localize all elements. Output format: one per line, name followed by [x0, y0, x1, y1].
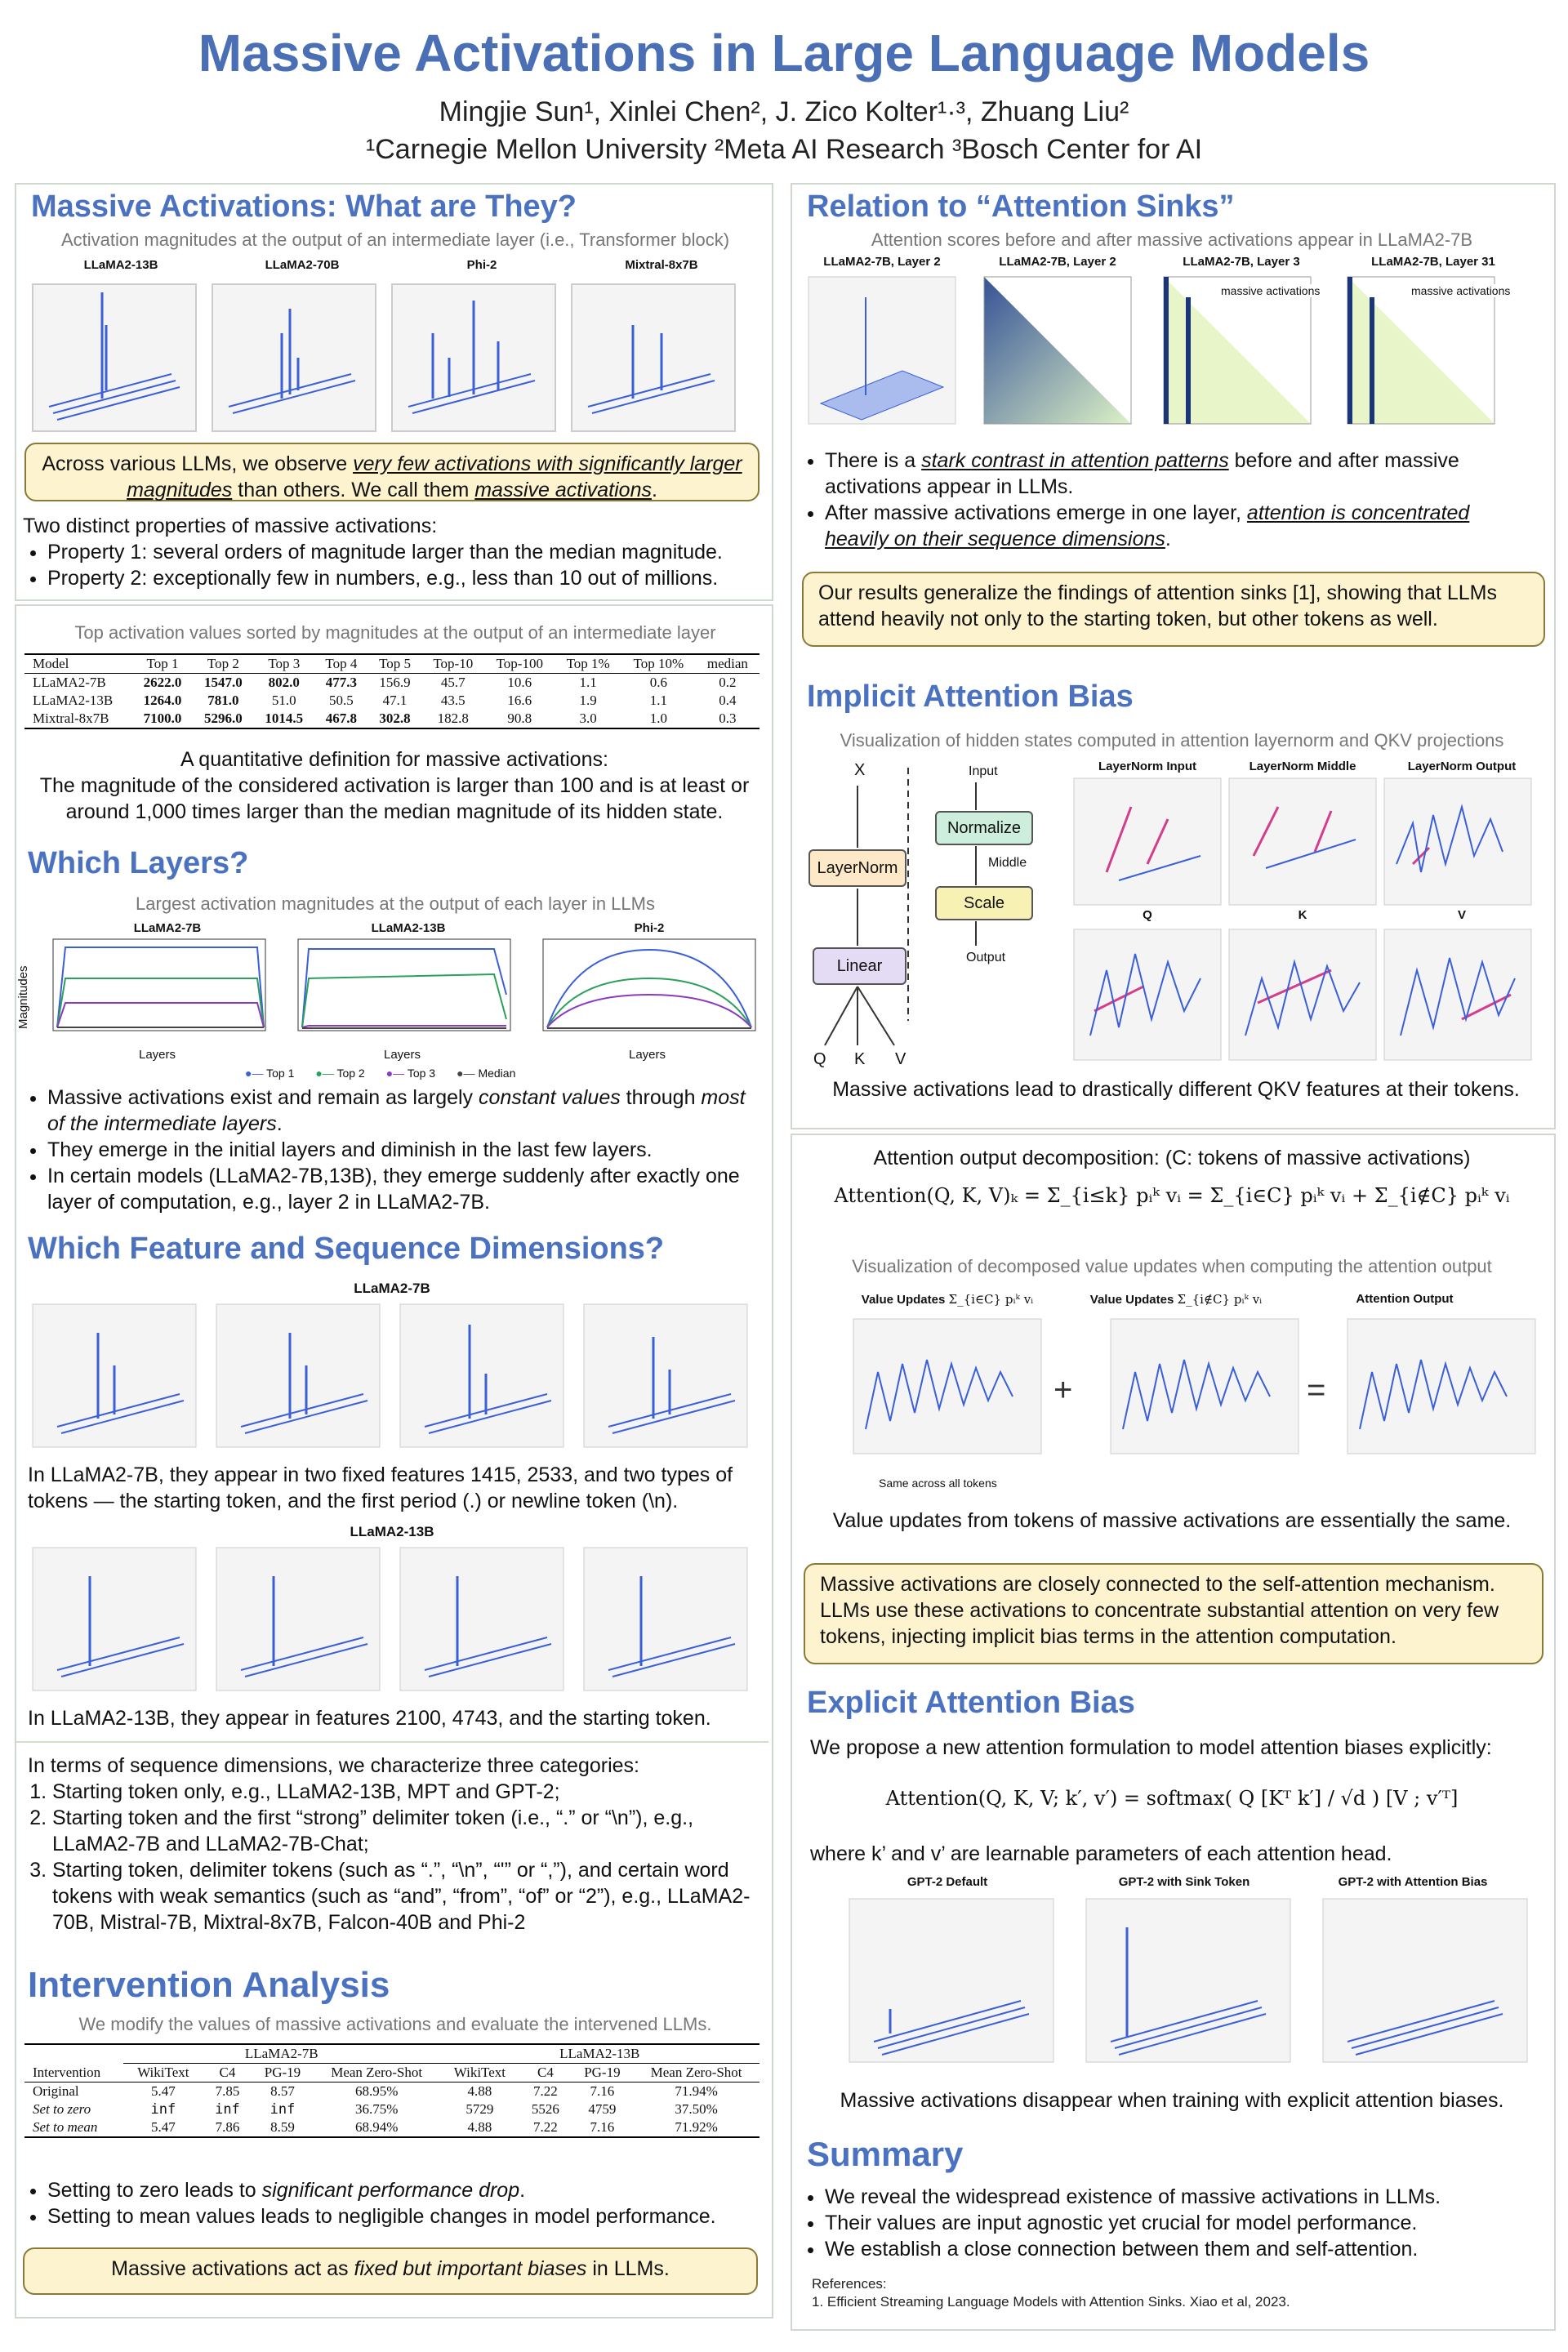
table-cell: 4.88	[467, 2083, 492, 2099]
decomp-conclusion: Value updates from tokens of massive activations are essentially the same.	[832, 1509, 1512, 1532]
layers-plot-13b	[298, 939, 510, 1031]
col-header: Top 3	[268, 656, 301, 671]
table-cell: 51.0	[271, 693, 296, 708]
what-plot-svg	[24, 276, 760, 439]
table-cell: 43.5	[440, 693, 466, 708]
sinks-label-1: LLaMA2-7B, Layer 2	[823, 255, 941, 269]
def-title: A quantitative definition for massive activations:	[180, 748, 608, 771]
table-row	[24, 674, 760, 693]
plot-phi-2	[392, 284, 555, 431]
diagram-arrows	[800, 760, 1045, 1062]
table-cell: 802.0	[268, 675, 300, 690]
explicit-plot-svg	[841, 1895, 1560, 2074]
explicit-label-1: GPT-2 Default	[906, 1875, 988, 1889]
decomp-equals: =	[1307, 1372, 1326, 1408]
layers-xlabel-2: Layers	[384, 1048, 421, 1062]
decomp-plus: +	[1054, 1372, 1073, 1408]
table-cell: 16.6	[507, 693, 532, 708]
implicit-label-v: V	[1457, 908, 1466, 922]
legend-median: ●— Median	[457, 1067, 516, 1080]
table-cell: LLaMA2-7B	[33, 675, 106, 690]
references	[812, 2275, 1290, 2311]
table-cell: 5296.0	[204, 710, 243, 726]
table-cell: 4.88	[467, 2119, 492, 2135]
group-header-13b: LLaMA2-13B	[440, 2044, 760, 2064]
table-cell: Set to mean	[33, 2119, 98, 2135]
table-cell: 477.3	[325, 675, 357, 690]
table-cell: 90.8	[507, 710, 532, 726]
sinks-heatmap-2	[984, 277, 1131, 424]
table-cell: 5729	[466, 2101, 494, 2117]
layers-plot-label-phi2: Phi-2	[634, 921, 665, 935]
sequence-categories	[28, 1753, 755, 1936]
layers-xlabel-3: Layers	[629, 1048, 666, 1062]
table-cell: 36.75%	[354, 2101, 399, 2117]
property-1: • Property 1: several orders of magnitude larger than the median magnitude.	[47, 539, 766, 565]
what-caption: Activation magnitudes at the output of an intermediate layer (i.e., Transformer block)	[60, 229, 730, 250]
seq-item-3: 3. Starting token, delimiter tokens (such as “.”, “\n”, “'” or “,”), and certain word tokens with weak semantics (such as “and”, “from”, “of” or “2”), e.g., LLaMA2-70B, Mistral-7B, Mixtral-8x7B, Falcon-40B and Phi-2	[52, 1857, 755, 1936]
intervention-table	[24, 2043, 760, 2138]
layers-plot-phi2	[543, 939, 755, 1031]
plot-llama2-70b	[212, 284, 376, 431]
group-header-7b: LLaMA2-7B	[123, 2044, 440, 2064]
table-cell: 467.8	[325, 710, 357, 726]
layers-bullet-1: • Massive activations exist and remain as largely constant values through most of the intermediate layers.	[47, 1085, 766, 1137]
table-cell: Set to zero	[33, 2101, 91, 2117]
diagram-k: K	[854, 1050, 866, 1068]
diagram-normalize: Normalize	[935, 811, 1033, 845]
table-cell: 4759	[588, 2101, 617, 2117]
sinks-highlight: Our results generalize the findings of attention sinks [1], showing that LLMs attend heavily not only to the starting token, but other tokens as well.	[802, 572, 1545, 647]
col-header: Top-100	[496, 656, 543, 671]
property-2: • Property 2: exceptionally few in numbers, e.g., less than 10 out of millions.	[47, 565, 766, 591]
diagram-layernorm: LayerNorm	[808, 849, 906, 887]
table-cell: 47.1	[382, 693, 408, 708]
legend-top2: ●— Top 2	[315, 1067, 365, 1080]
table-cell: 7.22	[533, 2119, 558, 2135]
intervention-bullet-2: • Setting to mean values leads to negligible changes in model performance.	[47, 2203, 766, 2230]
section-title-sinks: Relation to “Attention Sinks”	[807, 189, 1235, 224]
table-cell: Original	[33, 2083, 79, 2099]
sinks-label-4: LLaMA2-7B, Layer 31	[1371, 255, 1495, 269]
table-cell: 1014.5	[265, 710, 304, 726]
explicit-formula: Attention(Q, K, V; k′, v′) = softmax( Q [Kᵀ k′] / √d ) [V ; v′ᵀ]	[885, 1787, 1459, 1810]
what-hl-pre: Across various LLMs, we observe	[42, 452, 354, 475]
layers-bullets	[23, 1085, 766, 1215]
decomp-title: Attention output decomposition: (C: tokens of massive activations)	[873, 1147, 1471, 1169]
implicit-conclusion: Massive activations lead to drastically different QKV features at their tokens.	[832, 1078, 1520, 1101]
table-cell: 71.94%	[675, 2083, 718, 2099]
layers-caption: Largest activation magnitudes at the output of each layer in LLMs	[136, 893, 655, 914]
plot-label-llama2-13b: LLaMA2-13B	[83, 258, 158, 272]
summary-item-1: • We reveal the widespread existence of massive activations in LLMs.	[825, 2184, 1535, 2210]
table-cell: 7.85	[215, 2083, 240, 2099]
implicit-plot-svg	[1070, 774, 1544, 1068]
plot-label-phi-2: Phi-2	[466, 258, 497, 272]
table-cell: 71.92%	[675, 2119, 718, 2135]
quant-definition	[23, 746, 766, 825]
sinks-bullet-2: • After massive activations emerge in one layer, attention is concentrated heavily on their sequence dimensions.	[825, 500, 1535, 552]
poster-affiliations: ¹Carnegie Mellon University ²Meta AI Research ³Bosch Center for AI	[365, 134, 1203, 165]
explicit-label-2: GPT-2 with Sink Token	[1118, 1875, 1250, 1889]
sinks-plot-svg	[804, 273, 1548, 436]
table-cell: LLaMA2-13B	[33, 693, 114, 708]
col-header: Top 1	[146, 656, 179, 671]
explicit-conclusion: Massive activations disappear when training with explicit attention biases.	[840, 2089, 1504, 2112]
layers-xlabel-1: Layers	[139, 1048, 176, 1062]
section-title-what: Massive Activations: What are They?	[31, 189, 577, 224]
intervention-caption: We modify the values of massive activations and evaluate the intervened LLMs.	[78, 2014, 712, 2034]
decomp-plot-svg	[849, 1315, 1568, 1462]
dims-label-7b: LLaMA2-7B	[354, 1281, 430, 1296]
table-cell: 0.3	[719, 710, 737, 726]
section-title-layers: Which Layers?	[28, 846, 249, 880]
props-title: Two distinct properties of massive activations:	[23, 514, 438, 537]
table-cell: 2622.0	[143, 675, 182, 690]
plot-llama2-13b	[33, 284, 196, 431]
table-cell: Mixtral-8x7B	[33, 710, 109, 726]
seq-intro: In terms of sequence dimensions, we characterize three categories:	[28, 1754, 639, 1777]
layers-ylabel: Magnitudes	[16, 965, 30, 1029]
layers-bullet-3: • In certain models (LLaMA2-7B,13B), they emerge suddenly after exactly one layer of computation, e.g., layer 2 in LLaMA2-7B.	[47, 1163, 766, 1215]
implicit-label-ln-middle: LayerNorm Middle	[1249, 760, 1356, 773]
table-row	[24, 710, 760, 728]
col-header: PG-19	[264, 2065, 301, 2080]
implicit-label-q: Q	[1143, 908, 1152, 922]
explicit-intro: We propose a new attention formulation to model attention biases explicitly:	[810, 1736, 1492, 1759]
layers-plot-7b	[53, 939, 265, 1031]
intervention-highlight: Massive activations act as fixed but important biases in LLMs.	[23, 2247, 758, 2295]
diagram-middle: Middle	[988, 856, 1027, 870]
sinks-heatmap-3	[1164, 277, 1311, 424]
table-cell: 0.6	[649, 675, 667, 690]
section-title-explicit: Explicit Attention Bias	[807, 1686, 1135, 1720]
table-cell: 1.9	[579, 693, 597, 708]
diagram-output: Output	[966, 951, 1006, 964]
diagram-linear: Linear	[813, 947, 906, 985]
sinks-label-3: LLaMA2-7B, Layer 3	[1183, 255, 1300, 269]
dims-13b-plots	[24, 1544, 760, 1699]
section-title-summary: Summary	[807, 2135, 964, 2173]
legend-top1: ●— Top 1	[245, 1067, 295, 1080]
col-header: Top 2	[207, 656, 239, 671]
poster-authors: Mingjie Sun¹, Xinlei Chen², J. Zico Kolter¹·³, Zhuang Liu²	[439, 96, 1129, 127]
table-cell: 1.1	[579, 675, 597, 690]
table-cell: 781.0	[207, 693, 239, 708]
sinks-annot-2: massive activations	[1409, 284, 1512, 297]
summary-item-2: • Their values are input agnostic yet crucial for model performance.	[825, 2210, 1535, 2236]
layers-legend	[245, 1067, 515, 1080]
decomp-highlight: Massive activations are closely connected to the self-attention mechanism. LLMs use these activations to concentrate substantial attention on very few tokens, injecting implicit bias terms in the attention computation.	[804, 1563, 1544, 1664]
col-header: Mean Zero-Shot	[650, 2065, 742, 2080]
what-hl-mid: than others. We call them	[232, 479, 475, 501]
col-header: Top 5	[379, 656, 412, 671]
top-table-caption: Top activation values sorted by magnitudes at the output of an intermediate layer	[74, 622, 716, 643]
explicit-label-3: GPT-2 with Attention Bias	[1338, 1875, 1488, 1889]
decomp-label-2: Value Updates Σ_{i∉C} pᵢᵏ vᵢ	[1089, 1292, 1263, 1307]
table-cell: 5.47	[150, 2083, 176, 2099]
table-cell: 7.86	[215, 2119, 240, 2135]
summary-item-3: • We establish a close connection between them and self-attention.	[825, 2236, 1535, 2262]
section-title-intervention: Intervention Analysis	[28, 1965, 390, 2005]
seq-item-2: 2. Starting token and the first “strong” delimiter token (i.e., “.” or “\n”), e.g., LLaMA2-7B and LLaMA2-7B-Chat;	[52, 1805, 755, 1857]
what-properties	[23, 513, 766, 591]
col-header: C4	[537, 2065, 554, 2080]
dims-divider	[16, 1741, 768, 1743]
implicit-label-ln-input: LayerNorm Input	[1098, 760, 1196, 773]
table-cell: 8.57	[270, 2083, 295, 2099]
plot-label-llama2-70b: LLaMA2-70B	[265, 258, 340, 272]
sinks-bullets	[800, 448, 1535, 552]
sinks-label-2: LLaMA2-7B, Layer 2	[999, 255, 1116, 269]
section-title-implicit: Implicit Attention Bias	[807, 679, 1134, 714]
col-header: WikiText	[137, 2065, 189, 2080]
diagram-input: Input	[969, 764, 998, 778]
table-cell: 37.50%	[675, 2101, 718, 2117]
dims-text-13b: In LLaMA2-13B, they appear in features 2100, 4743, and the starting token.	[28, 1707, 711, 1730]
implicit-label-k: K	[1298, 908, 1307, 922]
sinks-caption: Attention scores before and after massive activations appear in LLaMA2-7B	[871, 229, 1473, 250]
table-cell: 1264.0	[143, 693, 182, 708]
sinks-heatmap-4	[1348, 277, 1494, 424]
col-header: Intervention	[33, 2064, 101, 2080]
col-header: Model	[33, 656, 69, 671]
diagram-x: X	[854, 761, 866, 779]
table-cell: 1.1	[649, 693, 667, 708]
decomp-label-3: Attention Output	[1356, 1292, 1454, 1306]
table-cell: 8.59	[270, 2119, 295, 2135]
top-activation-table	[24, 653, 760, 729]
section-title-dims: Which Feature and Sequence Dimensions?	[28, 1232, 665, 1266]
sinks-annot-1: massive activations	[1218, 284, 1322, 297]
plot-mixtral	[572, 284, 735, 431]
implicit-label-ln-output: LayerNorm Output	[1407, 760, 1517, 773]
col-header: Top 10%	[633, 656, 684, 671]
table-row	[24, 2100, 760, 2118]
table-cell: 5526	[531, 2101, 559, 2117]
table-cell: 68.94%	[354, 2119, 399, 2135]
diagram-q: Q	[813, 1050, 826, 1068]
reference-1: 1. Efficient Streaming Language Models with Attention Sinks. Xiao et al, 2023.	[812, 2294, 1290, 2310]
table-row	[24, 692, 760, 710]
table-cell: 10.6	[507, 675, 532, 690]
implicit-caption: Visualization of hidden states computed in attention layernorm and QKV projections	[840, 730, 1504, 751]
table-cell: 182.8	[437, 710, 469, 726]
layers-bullet-2: • They emerge in the initial layers and diminish in the last few layers.	[47, 1137, 766, 1163]
table-cell: 5.47	[150, 2119, 176, 2135]
table-cell: 0.4	[719, 693, 737, 708]
references-title: References:	[812, 2276, 887, 2292]
layers-plot-label-7b: LLaMA2-7B	[133, 921, 202, 935]
table-cell: 302.8	[379, 710, 411, 726]
table-cell: 1.0	[649, 710, 667, 726]
legend-top3: ●— Top 3	[385, 1067, 436, 1080]
table-row	[24, 2118, 760, 2137]
col-header: Top 1%	[566, 656, 610, 671]
col-header: WikiText	[453, 2065, 506, 2080]
table-cell: 45.7	[440, 675, 466, 690]
dims-text-7b: In LLaMA2-7B, they appear in two fixed features 1415, 2533, and two types of tokens — the starting token, and the first period (.) or newline token (\n).	[28, 1463, 733, 1512]
summary-list	[800, 2184, 1535, 2262]
sinks-bullet-1: • There is a stark contrast in attention patterns before and after massive activations appear in LLMs.	[825, 448, 1535, 500]
intervention-bullets	[23, 2177, 766, 2230]
diagram-scale: Scale	[935, 886, 1033, 920]
sinks-3d-plot	[808, 277, 956, 424]
table-cell: 3.0	[579, 710, 597, 726]
table-cell: 7.22	[533, 2083, 558, 2099]
decomp-caption: Visualization of decomposed value updates when computing the attention output	[852, 1256, 1492, 1276]
table-cell: 7.16	[590, 2083, 615, 2099]
what-hl-em: very few activations with significantly larger magnitudes	[127, 452, 742, 501]
col-header: median	[706, 656, 748, 671]
table-cell: inf	[270, 2101, 296, 2118]
dims-7b-plots	[24, 1300, 760, 1455]
layers-plot-svg	[37, 938, 764, 1060]
table-cell: 1547.0	[204, 675, 243, 690]
table-row	[24, 2082, 760, 2101]
table-cell: 0.2	[719, 675, 737, 690]
table-cell: 7100.0	[143, 710, 182, 726]
table-cell: inf	[150, 2101, 176, 2118]
intervention-bullet-1: • Setting to zero leads to significant performance drop.	[47, 2177, 766, 2203]
table-cell: 156.9	[379, 675, 411, 690]
poster-title: Massive Activations in Large Language Models	[198, 24, 1370, 82]
col-header: Top 4	[325, 656, 358, 671]
table-cell: inf	[215, 2101, 240, 2118]
explicit-where: where k’ and v’ are learnable parameters of each attention head.	[810, 1842, 1392, 1865]
what-hl-em2: massive activations	[474, 479, 652, 501]
what-hl-post: .	[651, 479, 657, 501]
def-text: The magnitude of the considered activation is larger than 100 and is at least or around 1,000 times larger than the median magnitude of its hidden state.	[39, 774, 750, 823]
diagram-v: V	[895, 1050, 906, 1068]
col-header: C4	[219, 2065, 236, 2080]
table-cell: 50.5	[328, 693, 354, 708]
col-header: PG-19	[584, 2065, 621, 2080]
plot-label-mixtral: Mixtral-8x7B	[625, 258, 698, 272]
table-cell: 68.95%	[354, 2083, 399, 2099]
decomp-label-1: Value Updates Σ_{i∈C} pᵢᵏ vᵢ	[861, 1292, 1034, 1307]
col-header: Mean Zero-Shot	[331, 2065, 423, 2080]
table-cell: 7.16	[590, 2119, 615, 2135]
seq-item-1: 1. Starting token only, e.g., LLaMA2-13B, MPT and GPT-2;	[52, 1779, 755, 1805]
decomp-same: Same across all tokens	[879, 1477, 997, 1490]
layers-plot-label-13b: LLaMA2-13B	[371, 921, 446, 935]
col-header: Top-10	[433, 656, 474, 671]
decomp-formula: Attention(Q, K, V)ₖ = Σ_{i≤k} pᵢᵏ vᵢ = Σ_{i∈C} pᵢᵏ vᵢ + Σ_{i∉C} pᵢᵏ vᵢ	[834, 1184, 1510, 1207]
dims-label-13b: LLaMA2-13B	[350, 1524, 434, 1539]
what-highlight	[24, 443, 760, 501]
